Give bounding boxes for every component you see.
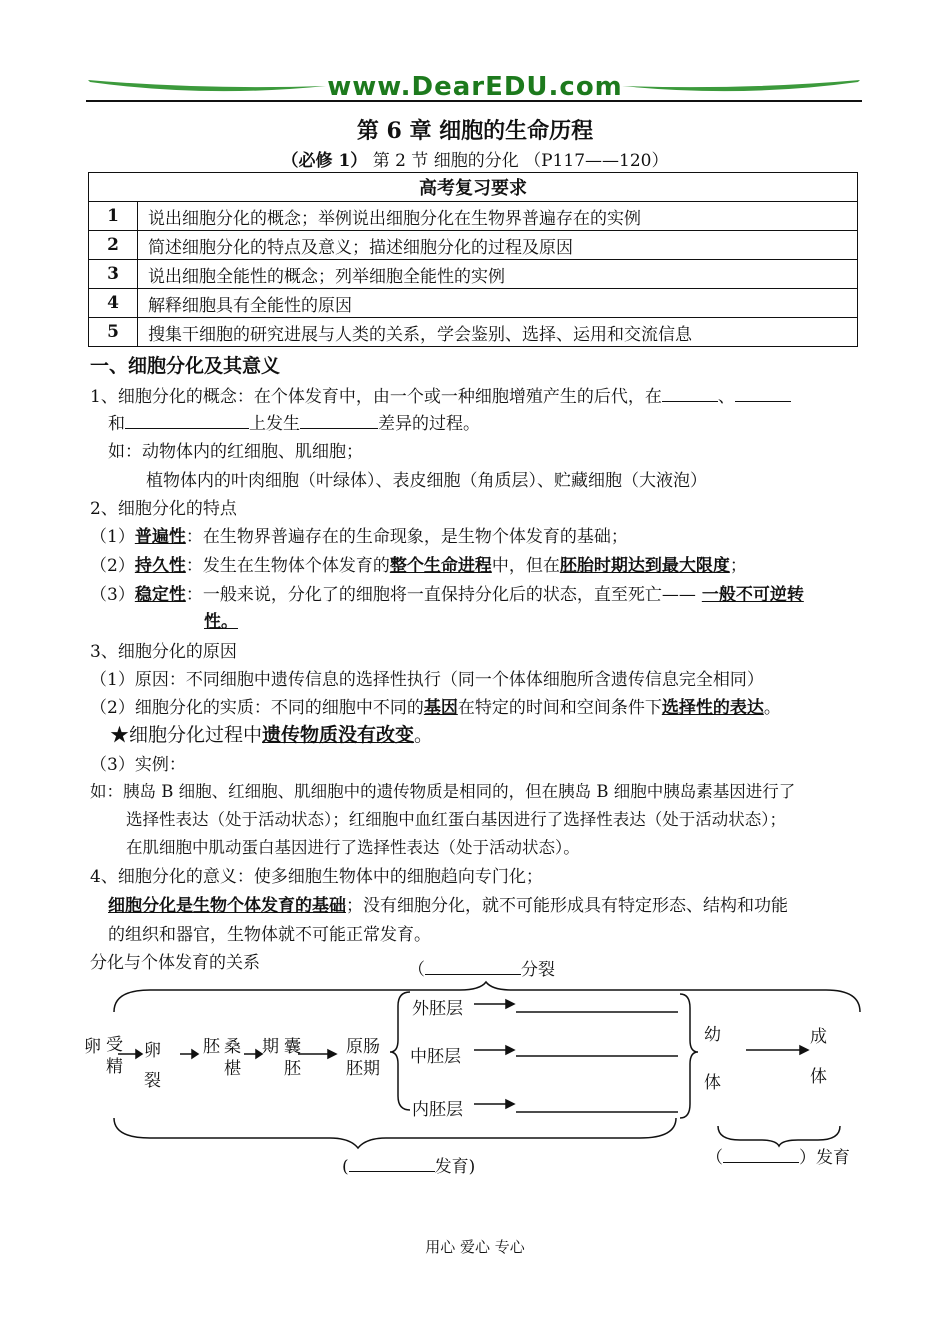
feature-key: 普遍性 [134,527,186,547]
division-text: 分裂 [521,960,555,980]
significance-key: 细胞分化是生物个体发育的基础 [108,896,346,916]
paren: （ [706,1148,723,1168]
arrow-head [136,1050,142,1058]
stage-morula-2: 椹 [224,1059,241,1079]
blank [723,1148,799,1163]
row-text: 搜集干细胞的研究进展与人类的关系，学会鉴别、选择、运用和交流信息 [138,318,858,347]
feature-text: ； [729,556,747,576]
development-text: 发育) [434,1157,476,1177]
stage-juvenile-2: 体 [704,1073,721,1093]
arrow-head [506,1046,514,1054]
stage-egg: 卵 [84,1037,101,1057]
arrow-head [328,1050,336,1058]
feature-text: 中，但在 [491,556,560,576]
causes-heading: 3、细胞分化的原因 [90,642,237,662]
stage-fert-1: 受 [106,1035,123,1055]
feature-key: 整个生命进程 [389,556,492,576]
feature-num: （1） [90,527,135,547]
example-3c: 在肌细胞中肌动蛋白基因进行了选择性表达（处于活动状态）。 [126,838,580,857]
requirements-heading: 高考复习要求 [89,173,858,202]
subtitle-rest: 第 2 节 细胞的分化 （P117——120） [372,151,669,171]
blank [349,1157,435,1172]
row-num: 2 [89,231,138,260]
arrow-head [800,1046,808,1054]
significance-text: ；没有细胞分化，就不可能形成具有特定形态、结构和功能 [346,896,788,916]
feature-text: ：一般来说，分化了的细胞将一直保持分化后的状态，直至死亡—— [185,585,696,605]
page-footer: 用心 爱心 专心 [425,1238,525,1256]
arrow-head [192,1050,198,1058]
stage-adult-2: 体 [810,1067,827,1087]
example-plant: 植物体内的叶肉细胞（叶绿体）、表皮细胞（角质层）、贮藏细胞（大液泡） [146,471,707,491]
diagram-caption: 分化与个体发育的关系 [90,953,260,973]
development-label-1 [342,1152,475,1177]
cause-key: 基因 [423,698,458,718]
stage-blastula-3: 胚 [284,1059,301,1079]
feature-3-cont: 性。 [204,612,238,632]
cause-text: 。 [763,698,781,718]
stage-gastrula-2: 胚期 [346,1059,380,1079]
feature-key: 一般不可逆转 [701,585,804,605]
feature-num: （3） [90,585,135,605]
feature-key: 胚胎时期达到最大限度 [559,556,730,576]
row-num: 1 [89,202,138,231]
stage-embryo: 胚 [203,1037,220,1057]
star-key: 遗传物质没有改变 [262,724,415,746]
arrow-head [506,1100,514,1108]
stage-morula-1: 桑 [224,1037,241,1057]
concept-text: 1、细胞分化的概念：在个体发育中，由一个或一种细胞增殖产生的后代，在 [90,387,662,407]
paren: （ [408,960,425,980]
layer-ectoderm: 外胚层 [412,999,463,1019]
layer-endoderm: 内胚层 [412,1100,463,1120]
example-animal: 如：动物体内的红细胞、肌细胞； [108,442,363,462]
paren: ( [342,1157,349,1177]
page-title: 第 6 章 细胞的生命历程 [356,118,594,144]
row-text: 说出细胞分化的概念；举例说出细胞分化在生物界普遍存在的实例 [138,202,858,231]
row-num: 5 [89,318,138,347]
example-3a: 如：胰岛 B 细胞、红细胞、肌细胞中的遗传物质是相同的，但在胰岛 B 细胞中胰岛素基因进行了 [90,782,796,801]
cause-text: （2）细胞分化的实质：不同的细胞中不同的 [90,698,424,718]
arrow-head [506,1000,514,1008]
top-brace [114,982,860,1012]
example-3b: 选择性表达（处于活动状态）；红细胞中血红蛋白基因进行了选择性表达（处于活动状态）； [126,810,786,829]
stage-adult-1: 成 [810,1027,827,1047]
bottom-brace [114,1118,676,1148]
row-text: 解释细胞具有全能性的原因 [138,289,858,318]
cause-1: （1）原因：不同细胞中遗传信息的选择性执行（同一个体体细胞所含遗传信息完全相同） [90,670,764,690]
stage-juvenile-1: 幼 [704,1025,721,1045]
cause-key: 选择性的表达 [661,698,764,718]
layer-brace-right [680,994,698,1118]
row-num: 3 [89,260,138,289]
significance-heading: 4、细胞分化的意义：使多细胞生物体中的细胞趋向专门化； [90,867,543,887]
stage-blastula-2: 囊 [284,1037,301,1057]
row-num: 4 [89,289,138,318]
concept-sep: 、 [717,387,735,407]
examples-heading: （3）实例： [90,755,186,775]
star-text: 。 [414,724,434,746]
concept-text: 差异的过程。 [378,414,480,434]
feature-key: 稳定性 [134,585,186,605]
development-label-2 [706,1143,850,1168]
layer-brace-left [390,992,410,1110]
section-heading: 一、细胞分化及其意义 [90,355,281,377]
stage-fert-2: 精 [106,1057,123,1077]
subtitle-bold: （必修 1） [281,151,368,171]
stage-cleave-1: 卵 [144,1041,161,1061]
banner-text: www.DearEDU.com [327,72,623,102]
cause-text: 在特定的时间和空间条件下 [457,698,662,718]
layer-mesoderm: 中胚层 [410,1047,461,1067]
concept-text: 上发生 [249,414,300,434]
stage-blastula-1: 期 [262,1037,279,1057]
row-text: 简述细胞分化的特点及意义；描述细胞分化的过程及原因 [138,231,858,260]
feature-text: ：发生在生物体个体发育的 [185,556,390,576]
concept-text: 和 [108,414,125,434]
feature-num: （2） [90,556,135,576]
feature-text: ：在生物界普遍存在的生命现象，是生物个体发育的基础； [185,527,628,547]
star-text: ★细胞分化过程中 [110,724,263,746]
stage-cleave-2: 裂 [144,1071,161,1091]
features-heading: 2、细胞分化的特点 [90,499,237,519]
stage-gastrula-1: 原肠 [346,1037,380,1057]
significance-2: 的组织和器官，生物体就不可能正常发育。 [108,925,431,945]
feature-key: 持久性 [134,556,186,576]
row-text: 说出细胞全能性的概念；列举细胞全能性的实例 [138,260,858,289]
development-text: ）发育 [799,1148,850,1168]
